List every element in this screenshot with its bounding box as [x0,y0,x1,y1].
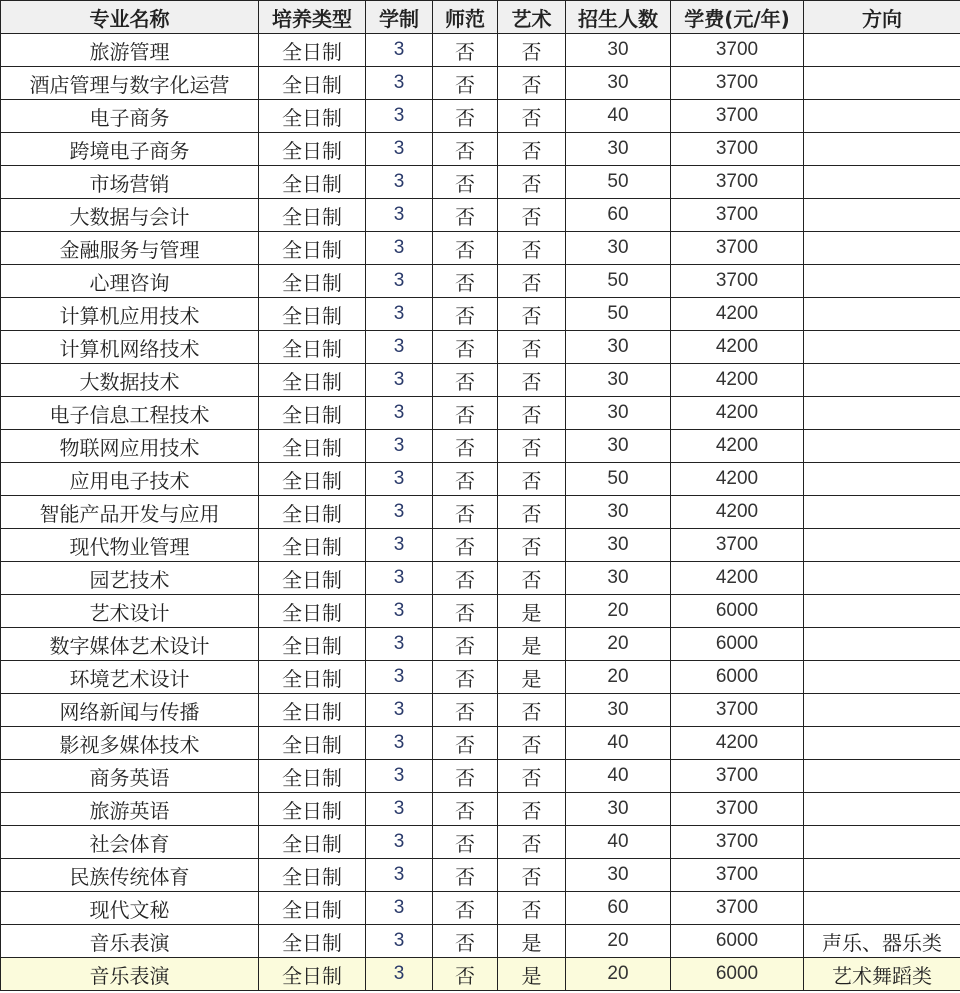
cell-enrollment: 30 [566,529,671,562]
cell-direction [804,892,960,925]
cell-teacher-training: 否 [433,34,498,67]
table-row [1,826,960,859]
header-row [1,1,960,34]
table-row [1,628,960,661]
cell-tuition: 4200 [671,496,804,529]
table-row [1,496,960,529]
cell-major-name: 旅游英语 [1,793,259,826]
cell-teacher-training: 否 [433,859,498,892]
cell-art: 否 [498,859,566,892]
cell-tuition: 4200 [671,298,804,331]
cell-tuition: 4200 [671,364,804,397]
cell-enrollment: 60 [566,199,671,232]
cell-enrollment: 20 [566,958,671,991]
cell-teacher-training: 否 [433,628,498,661]
header-duration: 学制 [366,1,433,34]
cell-enrollment: 60 [566,892,671,925]
cell-art: 否 [498,232,566,265]
cell-tuition: 3700 [671,793,804,826]
cell-direction [804,364,960,397]
cell-art: 否 [498,34,566,67]
cell-direction [804,166,960,199]
cell-direction: 声乐、器乐类 [804,925,960,958]
cell-study-type: 全日制 [259,232,366,265]
cell-tuition: 3700 [671,694,804,727]
cell-direction [804,826,960,859]
cell-art: 是 [498,661,566,694]
cell-major-name: 电子商务 [1,100,259,133]
cell-art: 否 [498,67,566,100]
cell-teacher-training: 否 [433,232,498,265]
cell-major-name: 大数据技术 [1,364,259,397]
cell-major-name: 音乐表演 [1,958,259,991]
cell-study-type: 全日制 [259,67,366,100]
cell-enrollment: 50 [566,166,671,199]
cell-study-type: 全日制 [259,364,366,397]
cell-tuition: 3700 [671,166,804,199]
cell-art: 否 [498,331,566,364]
cell-direction [804,562,960,595]
cell-duration: 3 [366,727,433,760]
header-direction: 方向 [804,1,960,34]
cell-tuition: 3700 [671,760,804,793]
cell-enrollment: 40 [566,826,671,859]
table-row [1,793,960,826]
cell-study-type: 全日制 [259,859,366,892]
cell-duration: 3 [366,199,433,232]
cell-tuition: 4200 [671,331,804,364]
cell-duration: 3 [366,892,433,925]
cell-teacher-training: 否 [433,892,498,925]
cell-duration: 3 [366,793,433,826]
cell-tuition: 4200 [671,727,804,760]
table-row [1,925,960,958]
cell-tuition: 3700 [671,199,804,232]
cell-duration: 3 [366,133,433,166]
cell-art: 否 [498,100,566,133]
cell-enrollment: 20 [566,628,671,661]
table-row [1,100,960,133]
cell-direction [804,331,960,364]
cell-major-name: 园艺技术 [1,562,259,595]
cell-enrollment: 50 [566,265,671,298]
cell-major-name: 物联网应用技术 [1,430,259,463]
table-row [1,298,960,331]
cell-direction [804,430,960,463]
cell-enrollment: 40 [566,100,671,133]
cell-major-name: 现代文秘 [1,892,259,925]
cell-direction [804,595,960,628]
cell-duration: 3 [366,232,433,265]
cell-art: 否 [498,430,566,463]
cell-tuition: 3700 [671,133,804,166]
cell-duration: 3 [366,760,433,793]
cell-tuition: 3700 [671,892,804,925]
cell-enrollment: 30 [566,67,671,100]
cell-teacher-training: 否 [433,529,498,562]
cell-teacher-training: 否 [433,496,498,529]
cell-duration: 3 [366,529,433,562]
cell-enrollment: 20 [566,595,671,628]
cell-duration: 3 [366,628,433,661]
cell-art: 否 [498,199,566,232]
table-row [1,562,960,595]
cell-direction [804,496,960,529]
cell-tuition: 3700 [671,34,804,67]
cell-art: 否 [498,496,566,529]
cell-duration: 3 [366,859,433,892]
cell-tuition: 3700 [671,529,804,562]
table-row [1,661,960,694]
table-row [1,595,960,628]
cell-major-name: 智能产品开发与应用 [1,496,259,529]
cell-teacher-training: 否 [433,826,498,859]
cell-duration: 3 [366,496,433,529]
cell-study-type: 全日制 [259,826,366,859]
cell-art: 否 [498,694,566,727]
cell-tuition: 6000 [671,661,804,694]
cell-teacher-training: 否 [433,595,498,628]
cell-duration: 3 [366,562,433,595]
table-row [1,265,960,298]
cell-art: 否 [498,793,566,826]
cell-tuition: 3700 [671,826,804,859]
table-row [1,463,960,496]
header-study-type: 培养类型 [259,1,366,34]
cell-tuition: 3700 [671,859,804,892]
cell-teacher-training: 否 [433,298,498,331]
cell-duration: 3 [366,958,433,991]
cell-tuition: 3700 [671,100,804,133]
cell-enrollment: 30 [566,133,671,166]
cell-teacher-training: 否 [433,562,498,595]
cell-direction [804,859,960,892]
cell-tuition: 3700 [671,67,804,100]
cell-study-type: 全日制 [259,133,366,166]
cell-major-name: 艺术设计 [1,595,259,628]
cell-art: 否 [498,298,566,331]
cell-direction [804,727,960,760]
cell-art: 否 [498,133,566,166]
cell-art: 否 [498,760,566,793]
cell-major-name: 心理咨询 [1,265,259,298]
cell-study-type: 全日制 [259,595,366,628]
cell-art: 否 [498,265,566,298]
cell-direction [804,298,960,331]
cell-direction [804,67,960,100]
table-row [1,727,960,760]
cell-art: 否 [498,529,566,562]
cell-teacher-training: 否 [433,430,498,463]
cell-teacher-training: 否 [433,166,498,199]
cell-major-name: 大数据与会计 [1,199,259,232]
table-row [1,529,960,562]
cell-major-name: 市场营销 [1,166,259,199]
cell-enrollment: 50 [566,463,671,496]
cell-duration: 3 [366,661,433,694]
cell-study-type: 全日制 [259,760,366,793]
cell-enrollment: 20 [566,925,671,958]
cell-duration: 3 [366,925,433,958]
cell-major-name: 环境艺术设计 [1,661,259,694]
cell-teacher-training: 否 [433,265,498,298]
cell-enrollment: 40 [566,760,671,793]
cell-study-type: 全日制 [259,727,366,760]
cell-enrollment: 20 [566,661,671,694]
cell-direction [804,100,960,133]
cell-study-type: 全日制 [259,265,366,298]
cell-major-name: 音乐表演 [1,925,259,958]
cell-enrollment: 30 [566,232,671,265]
cell-direction [804,397,960,430]
cell-tuition: 3700 [671,265,804,298]
cell-duration: 3 [366,430,433,463]
cell-teacher-training: 否 [433,463,498,496]
cell-study-type: 全日制 [259,496,366,529]
cell-enrollment: 40 [566,727,671,760]
table-row [1,232,960,265]
cell-duration: 3 [366,298,433,331]
table-row [1,397,960,430]
cell-art: 是 [498,595,566,628]
cell-teacher-training: 否 [433,133,498,166]
cell-teacher-training: 否 [433,760,498,793]
cell-art: 否 [498,166,566,199]
cell-direction [804,694,960,727]
cell-teacher-training: 否 [433,331,498,364]
header-art: 艺术 [498,1,566,34]
cell-direction [804,793,960,826]
cell-duration: 3 [366,34,433,67]
table-row [1,760,960,793]
cell-art: 否 [498,397,566,430]
cell-enrollment: 30 [566,331,671,364]
cell-teacher-training: 否 [433,67,498,100]
cell-art: 否 [498,727,566,760]
cell-major-name: 计算机应用技术 [1,298,259,331]
cell-major-name: 民族传统体育 [1,859,259,892]
cell-major-name: 应用电子技术 [1,463,259,496]
cell-major-name: 社会体育 [1,826,259,859]
cell-study-type: 全日制 [259,166,366,199]
cell-teacher-training: 否 [433,364,498,397]
cell-study-type: 全日制 [259,628,366,661]
cell-duration: 3 [366,67,433,100]
cell-duration: 3 [366,331,433,364]
table-row [1,958,960,991]
cell-study-type: 全日制 [259,34,366,67]
cell-teacher-training: 否 [433,925,498,958]
cell-enrollment: 50 [566,298,671,331]
header-enrollment: 招生人数 [566,1,671,34]
cell-art: 否 [498,463,566,496]
cell-duration: 3 [366,463,433,496]
cell-study-type: 全日制 [259,199,366,232]
cell-teacher-training: 否 [433,661,498,694]
cell-art: 否 [498,364,566,397]
cell-duration: 3 [366,397,433,430]
cell-tuition: 6000 [671,958,804,991]
table-row [1,892,960,925]
table-row [1,133,960,166]
cell-teacher-training: 否 [433,100,498,133]
cell-enrollment: 30 [566,496,671,529]
cell-teacher-training: 否 [433,727,498,760]
cell-direction [804,133,960,166]
cell-direction [804,34,960,67]
cell-art: 否 [498,826,566,859]
cell-duration: 3 [366,826,433,859]
cell-major-name: 旅游管理 [1,34,259,67]
cell-direction [804,463,960,496]
cell-tuition: 4200 [671,463,804,496]
cell-study-type: 全日制 [259,694,366,727]
cell-direction [804,661,960,694]
cell-tuition: 4200 [671,562,804,595]
cell-duration: 3 [366,694,433,727]
cell-major-name: 计算机网络技术 [1,331,259,364]
cell-study-type: 全日制 [259,958,366,991]
cell-study-type: 全日制 [259,529,366,562]
cell-direction: 艺术舞蹈类 [804,958,960,991]
table-row [1,166,960,199]
cell-major-name: 网络新闻与传播 [1,694,259,727]
cell-major-name: 跨境电子商务 [1,133,259,166]
cell-study-type: 全日制 [259,463,366,496]
cell-study-type: 全日制 [259,331,366,364]
cell-major-name: 现代物业管理 [1,529,259,562]
cell-duration: 3 [366,595,433,628]
cell-duration: 3 [366,166,433,199]
cell-teacher-training: 否 [433,397,498,430]
cell-direction [804,760,960,793]
table-row [1,430,960,463]
cell-study-type: 全日制 [259,100,366,133]
cell-direction [804,265,960,298]
cell-duration: 3 [366,364,433,397]
cell-teacher-training: 否 [433,958,498,991]
cell-enrollment: 30 [566,34,671,67]
cell-enrollment: 30 [566,694,671,727]
cell-enrollment: 30 [566,793,671,826]
cell-enrollment: 30 [566,859,671,892]
cell-tuition: 3700 [671,232,804,265]
cell-teacher-training: 否 [433,199,498,232]
cell-art: 是 [498,958,566,991]
table-row [1,331,960,364]
cell-direction [804,199,960,232]
cell-study-type: 全日制 [259,298,366,331]
header-teacher-training: 师范 [433,1,498,34]
cell-study-type: 全日制 [259,397,366,430]
table-row [1,34,960,67]
cell-enrollment: 30 [566,562,671,595]
cell-art: 否 [498,562,566,595]
cell-enrollment: 30 [566,397,671,430]
header-major-name: 专业名称 [1,1,259,34]
cell-duration: 3 [366,265,433,298]
cell-study-type: 全日制 [259,793,366,826]
table-row [1,364,960,397]
cell-direction [804,529,960,562]
cell-teacher-training: 否 [433,793,498,826]
cell-major-name: 影视多媒体技术 [1,727,259,760]
cell-major-name: 电子信息工程技术 [1,397,259,430]
cell-study-type: 全日制 [259,562,366,595]
cell-duration: 3 [366,100,433,133]
cell-art: 否 [498,892,566,925]
table-row [1,67,960,100]
table-row [1,199,960,232]
cell-major-name: 酒店管理与数字化运营 [1,67,259,100]
cell-tuition: 4200 [671,430,804,463]
cell-enrollment: 30 [566,364,671,397]
cell-study-type: 全日制 [259,430,366,463]
cell-tuition: 4200 [671,397,804,430]
cell-art: 是 [498,628,566,661]
cell-study-type: 全日制 [259,661,366,694]
cell-direction [804,628,960,661]
cell-tuition: 6000 [671,628,804,661]
cell-direction [804,232,960,265]
cell-study-type: 全日制 [259,892,366,925]
table-row [1,859,960,892]
cell-major-name: 数字媒体艺术设计 [1,628,259,661]
cell-major-name: 商务英语 [1,760,259,793]
cell-enrollment: 30 [566,430,671,463]
cell-art: 是 [498,925,566,958]
cell-tuition: 6000 [671,595,804,628]
table-row [1,694,960,727]
cell-teacher-training: 否 [433,694,498,727]
cell-tuition: 6000 [671,925,804,958]
cell-major-name: 金融服务与管理 [1,232,259,265]
header-tuition: 学费(元/年) [671,1,804,34]
cell-study-type: 全日制 [259,925,366,958]
